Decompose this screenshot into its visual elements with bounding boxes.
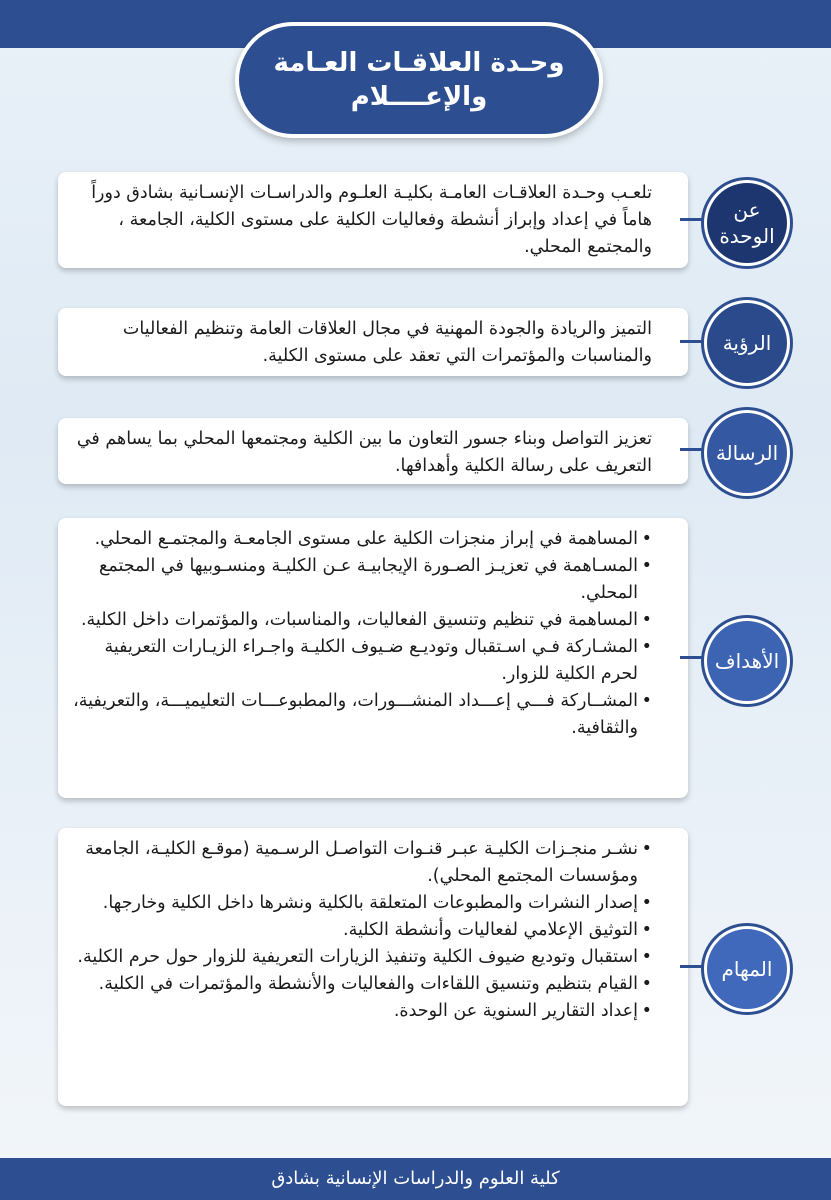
vision-text: التميز والريادة والجودة المهنية في مجال العلاقات العامة وتنظيم الفعاليات والمناسبات والمؤتمرات التي تعقد على مستوى الكلية. (122, 319, 652, 366)
list-item: • استقبال وتوديع ضيوف الكلية وتنفيذ الزيارات التعريفية للزوار حول حرم الكلية. (68, 944, 652, 971)
goals-card (58, 518, 688, 798)
footer (0, 1158, 831, 1200)
tasks-list (68, 836, 652, 1025)
list-item: • إعداد التقارير السنوية عن الوحدة. (68, 998, 652, 1025)
list-item: • التوثيق الإعلامي لفعاليات وأنشطة الكلية. (68, 917, 652, 944)
title-line-2: والإعــــلام (350, 82, 488, 112)
about-card (58, 172, 688, 268)
footer-text: كلية العلوم والدراسات الإنسانية بشادق (271, 1168, 560, 1189)
list-item: • القيام بتنظيم وتنسيق اللقاءات والفعاليات والأنشطة والمؤتمرات في الكلية. (68, 971, 652, 998)
vision-badge (704, 300, 790, 386)
goals-label: الأهداف (714, 649, 780, 673)
mission-badge (704, 410, 790, 496)
goals-list (68, 526, 652, 742)
about-label: عن الوحدة (719, 198, 775, 248)
list-item: • المشــاركة فـــي إعـــداد المنشـــورات، والمطبوعـــات التعليميـــة، والتعريفية، والثقافية. (68, 688, 652, 742)
goals-badge (704, 618, 790, 704)
page-title (235, 22, 603, 138)
about-text: تلعـب وحـدة العلاقـات العامـة بكليـة العلـوم والدراسـات الإنسـانية بشادق دوراً هاماً في إعداد وإبراز أنشطة وفعاليات الكلية على مستوى الكلية، الجامعة ، والمجتمع المحلي. (91, 183, 652, 257)
title-line-1: وحـدة العلاقـات العـامة (273, 48, 565, 78)
list-item: • إصدار النشرات والمطبوعات المتعلقة بالكلية ونشرها داخل الكلية وخارجها. (68, 890, 652, 917)
list-item: • المساهمة في إبراز منجزات الكلية على مستوى الجامعـة والمجتمـع المحلي. (68, 526, 652, 553)
list-item: • المساهمة في تنظيم وتنسيق الفعاليات، والمناسبات، والمؤتمرات داخل الكلية. (68, 607, 652, 634)
mission-text: تعزيز التواصل وبناء جسور التعاون ما بين الكلية ومجتمعها المحلي بما يساهم في التعريف على رسالة الكلية وأهدافها. (76, 429, 652, 476)
list-item: • المشـاركة فـي اسـتقبال وتوديـع ضـيوف الكليـة واجـراء الزيـارات التعريفية لحرم الكلية للزوار. (68, 634, 652, 688)
about-badge (704, 180, 790, 266)
list-item: • المسـاهمة في تعزيـز الصـورة الإيجابيـة عـن الكليـة ومنسـوبيها في المجتمع المحلي. (68, 553, 652, 607)
vision-label: الرؤية (722, 331, 772, 355)
list-item: • نشـر منجـزات الكليـة عبـر قنـوات التواصـل الرسـمية (موقـع الكليـة، الجامعة ومؤسسات المجتمع المحلي). (68, 836, 652, 890)
mission-label: الرسالة (715, 441, 779, 465)
mission-card (58, 418, 688, 484)
vision-card (58, 308, 688, 376)
tasks-card (58, 828, 688, 1106)
tasks-badge (704, 926, 790, 1012)
tasks-label: المهام (721, 957, 773, 981)
